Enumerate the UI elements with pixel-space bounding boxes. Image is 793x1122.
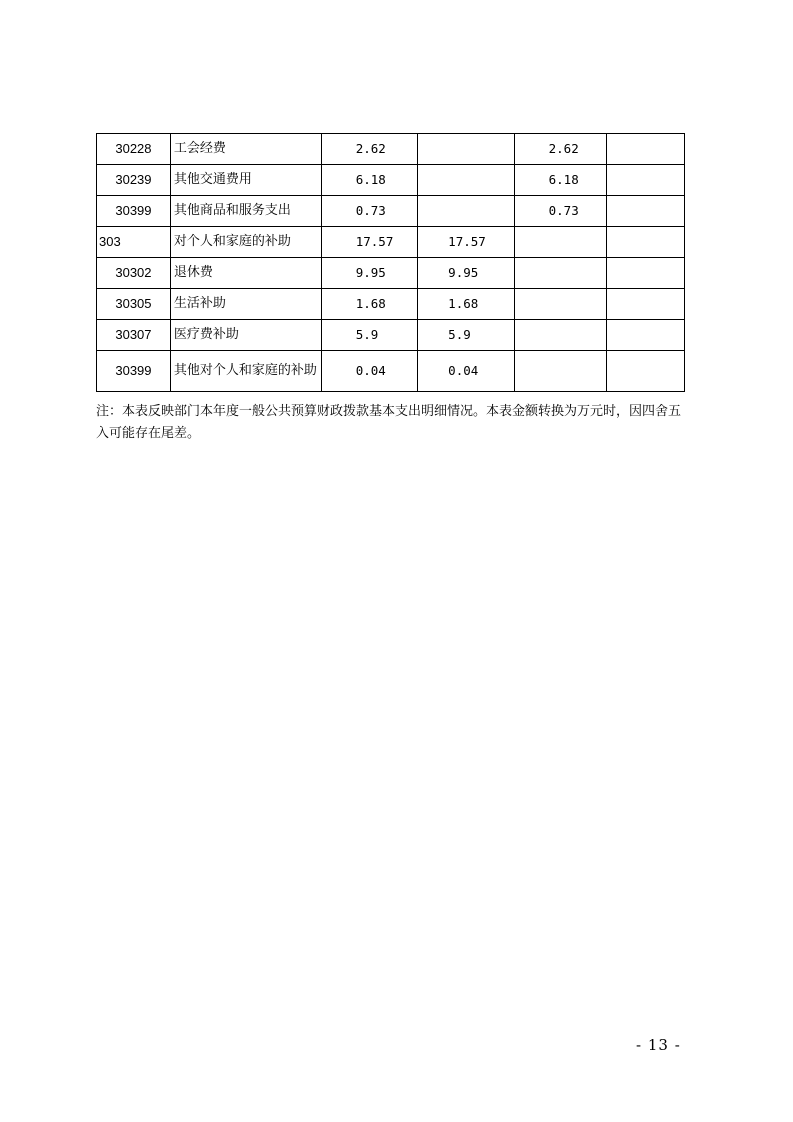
table-row — [97, 320, 685, 351]
row-code: 30307 — [97, 320, 171, 351]
table-row — [97, 289, 685, 320]
row-total: 2.62 — [321, 134, 417, 165]
table-footnote: 注：本表反映部门本年度一般公共预算财政拨款基本支出明细情况。本表金额转换为万元时，因四舍五入可能存在尾差。 — [96, 404, 682, 441]
row-personnel: 9.95 — [418, 258, 514, 289]
row-public — [514, 227, 606, 258]
row-personnel — [418, 134, 514, 165]
row-name: 对个人和家庭的补助 — [170, 227, 321, 258]
row-personnel: 0.04 — [418, 351, 514, 392]
table-row — [97, 196, 685, 227]
row-code: 30228 — [97, 134, 171, 165]
row-code: 30399 — [97, 351, 171, 392]
row-other — [606, 289, 684, 320]
row-personnel: 1.68 — [418, 289, 514, 320]
row-other — [606, 227, 684, 258]
row-name: 退休费 — [170, 258, 321, 289]
row-public: 0.73 — [514, 196, 606, 227]
row-name: 生活补助 — [170, 289, 321, 320]
table-row — [97, 227, 685, 258]
row-total: 9.95 — [321, 258, 417, 289]
row-other — [606, 196, 684, 227]
row-personnel: 17.57 — [418, 227, 514, 258]
row-name: 其他对个人和家庭的补助 — [170, 351, 321, 392]
row-personnel: 5.9 — [418, 320, 514, 351]
row-total: 1.68 — [321, 289, 417, 320]
row-public — [514, 258, 606, 289]
row-name: 其他交通费用 — [170, 165, 321, 196]
row-total: 17.57 — [321, 227, 417, 258]
row-code: 30302 — [97, 258, 171, 289]
expenditure-detail-table — [96, 133, 685, 392]
row-other — [606, 320, 684, 351]
row-name: 工会经费 — [170, 134, 321, 165]
row-total: 5.9 — [321, 320, 417, 351]
row-public — [514, 320, 606, 351]
row-code: 30399 — [97, 196, 171, 227]
row-public: 2.62 — [514, 134, 606, 165]
row-public — [514, 351, 606, 392]
row-code: 30305 — [97, 289, 171, 320]
table-row — [97, 351, 685, 392]
row-personnel — [418, 196, 514, 227]
page-number: - 13 - — [636, 1036, 681, 1054]
row-other — [606, 165, 684, 196]
row-public — [514, 289, 606, 320]
row-total: 0.73 — [321, 196, 417, 227]
row-personnel — [418, 165, 514, 196]
table-row — [97, 165, 685, 196]
table-body — [97, 134, 685, 392]
row-other — [606, 351, 684, 392]
row-total: 0.04 — [321, 351, 417, 392]
row-name: 其他商品和服务支出 — [170, 196, 321, 227]
row-other — [606, 258, 684, 289]
row-total: 6.18 — [321, 165, 417, 196]
row-code: 303 — [97, 227, 171, 258]
row-other — [606, 134, 684, 165]
table-row — [97, 258, 685, 289]
row-name: 医疗费补助 — [170, 320, 321, 351]
row-public: 6.18 — [514, 165, 606, 196]
row-code: 30239 — [97, 165, 171, 196]
table-row — [97, 134, 685, 165]
